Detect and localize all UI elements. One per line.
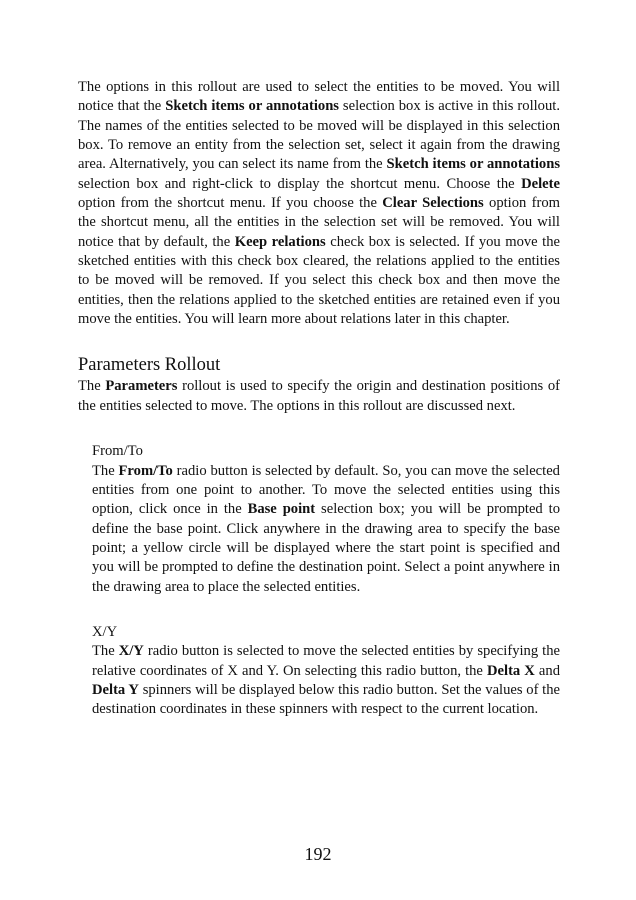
xy-paragraph: The X/Y radio button is selected to move the selected entities by specifying the relative coordinates of X and Y. On selecting this radio button, the Delta X and Delta Y spinners will be displayed below this radio button. Set the values of the destination coordinates in these spinners with respect to the current location.: [92, 643, 561, 718]
xy-subsection: [92, 623, 560, 720]
from-to-paragraph: The From/To radio button is selected by default. So, you can move the selected entities from one point to another. To move the selected entities using this option, click once in the Base point selection box; you will be prompted to define the base point. Click anywhere in the drawing area to specify the base point; a yellow circle will be displayed where the start point is specified and you will be prompted to define the destination point. Select a point anywhere in the drawing area to place the selected entities.: [92, 462, 560, 595]
bold-term: Base point: [247, 501, 316, 518]
parameters-rollout-heading: Parameters Rollout: [78, 355, 221, 376]
intro-paragraph: The options in this rollout are used to select the entities to be moved. You will notice that the Sketch items or annotations selection box is active in this rollout. The names of the entities selected to be moved will be displayed in this selection box. To remove an entity from the selection set, select it again from the drawing area. Alternatively, you can select its name from the Sketch items or annotations selection box and right-click to display the shortcut menu. Choose the Delete option from the shortcut menu. If you choose the Clear Selections option from the shortcut menu, all the entities in the selection set will be removed. You will notice that by default, the Keep relations check box is selected. If you move the sketched entities with this check box cleared, the relations applied to the entities to be moved will be removed. If you select this check box and then move the entities, then the relations applied to the sketched entities are retained even if you move the entities. You will learn more about relations later in this chapter.: [78, 79, 561, 328]
bold-term: X/Y: [118, 643, 144, 660]
page-body: [78, 78, 560, 720]
bold-term: Delta X: [487, 662, 535, 679]
bold-term: Delta Y: [92, 681, 139, 698]
bold-term: Parameters: [105, 378, 178, 395]
bold-term: Sketch items or annotations: [165, 98, 339, 115]
bold-term: Clear Selections: [382, 195, 484, 212]
bold-term: Keep relations: [234, 233, 326, 250]
bold-term: Delete: [521, 175, 560, 192]
bold-term: Sketch items or annotations: [386, 156, 561, 173]
from-to-subsection: [92, 442, 560, 597]
bold-term: From/To: [118, 462, 173, 479]
from-to-heading: From/To: [92, 443, 143, 460]
parameters-rollout-paragraph: The Parameters rollout is used to specify the origin and destination positions of the entities selected to move. The options in this rollout are discussed next.: [78, 378, 560, 414]
page-number: 192: [304, 844, 332, 864]
xy-heading: X/Y: [92, 623, 118, 640]
